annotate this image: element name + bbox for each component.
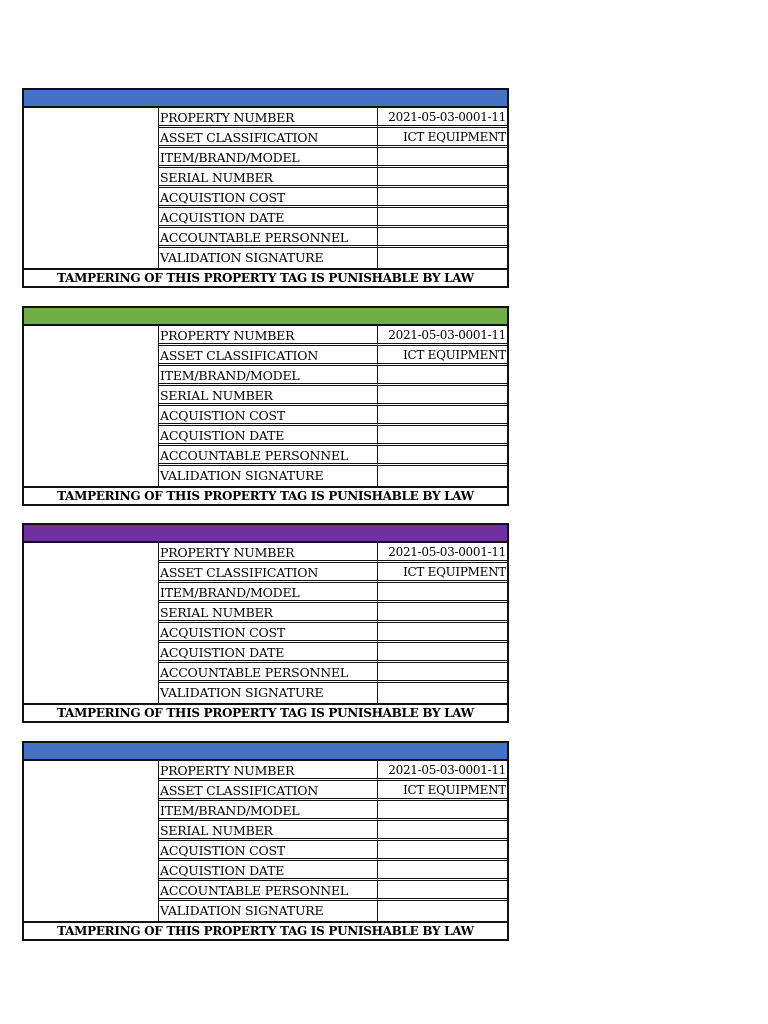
field-value: [378, 623, 507, 643]
field-label: ACQUISTION COST: [159, 188, 378, 208]
field-value: [378, 643, 507, 663]
tamper-warning: TAMPERING OF THIS PROPERTY TAG IS PUNISHABLE BY LAW: [22, 703, 509, 723]
field-label: VALIDATION SIGNATURE: [159, 248, 378, 268]
field-label: ACQUISTION COST: [159, 841, 378, 861]
field-label: SERIAL NUMBER: [159, 603, 378, 623]
field-label: VALIDATION SIGNATURE: [159, 901, 378, 921]
property-tag-2: [22, 306, 509, 506]
field-value: [378, 683, 507, 703]
field-value: [378, 821, 507, 841]
tamper-warning: TAMPERING OF THIS PROPERTY TAG IS PUNISHABLE BY LAW: [22, 486, 509, 506]
field-label: VALIDATION SIGNATURE: [159, 683, 378, 703]
tag-header-bar: [22, 88, 509, 108]
field-row-acquisition-date: [159, 208, 507, 228]
field-label: ACCOUNTABLE PERSONNEL: [159, 446, 378, 466]
field-label: ITEM/BRAND/MODEL: [159, 801, 378, 821]
field-row-property-number: [159, 761, 507, 781]
field-row-item-brand-model: [159, 148, 507, 168]
tag-header-bar: [22, 523, 509, 543]
photo-cell: [24, 326, 159, 486]
field-row-item-brand-model: [159, 366, 507, 386]
field-label: ACCOUNTABLE PERSONNEL: [159, 881, 378, 901]
field-value: [378, 208, 507, 228]
field-row-acquisition-date: [159, 426, 507, 446]
field-value: ICT EQUIPMENT: [378, 781, 507, 801]
tag-body: [22, 326, 509, 486]
field-value: ICT EQUIPMENT: [378, 563, 507, 583]
field-label: SERIAL NUMBER: [159, 386, 378, 406]
field-value: [378, 901, 507, 921]
field-row-accountable-personnel: [159, 663, 507, 683]
field-row-serial-number: [159, 603, 507, 623]
property-tag-1: [22, 88, 509, 288]
tag-fields: [159, 326, 507, 486]
field-value: [378, 406, 507, 426]
field-row-item-brand-model: [159, 583, 507, 603]
photo-cell: [24, 543, 159, 703]
field-row-asset-classification: [159, 563, 507, 583]
field-value: [378, 168, 507, 188]
field-label: SERIAL NUMBER: [159, 168, 378, 188]
field-label: ASSET CLASSIFICATION: [159, 563, 378, 583]
field-label: ASSET CLASSIFICATION: [159, 781, 378, 801]
tag-header-bar: [22, 306, 509, 326]
field-row-asset-classification: [159, 346, 507, 366]
property-tag-4: [22, 741, 509, 941]
field-row-acquisition-date: [159, 643, 507, 663]
tag-fields: [159, 543, 507, 703]
field-value: 2021-05-03-0001-11: [378, 543, 507, 563]
field-value: ICT EQUIPMENT: [378, 346, 507, 366]
field-row-item-brand-model: [159, 801, 507, 821]
field-value: 2021-05-03-0001-11: [378, 108, 507, 128]
field-row-accountable-personnel: [159, 228, 507, 248]
tag-body: [22, 543, 509, 703]
field-label: PROPERTY NUMBER: [159, 543, 378, 563]
field-row-serial-number: [159, 821, 507, 841]
field-row-property-number: [159, 326, 507, 346]
field-label: ITEM/BRAND/MODEL: [159, 583, 378, 603]
tag-body: [22, 108, 509, 268]
field-value: [378, 466, 507, 486]
field-label: ACCOUNTABLE PERSONNEL: [159, 228, 378, 248]
field-value: [378, 603, 507, 623]
field-value: ICT EQUIPMENT: [378, 128, 507, 148]
field-row-accountable-personnel: [159, 881, 507, 901]
field-row-acquisition-cost: [159, 623, 507, 643]
field-value: [378, 228, 507, 248]
field-value: [378, 366, 507, 386]
field-row-asset-classification: [159, 128, 507, 148]
field-row-acquisition-cost: [159, 841, 507, 861]
field-label: ITEM/BRAND/MODEL: [159, 366, 378, 386]
field-label: ACQUISTION COST: [159, 406, 378, 426]
field-row-property-number: [159, 543, 507, 563]
field-row-acquisition-date: [159, 861, 507, 881]
field-label: ACQUISTION DATE: [159, 426, 378, 446]
field-label: SERIAL NUMBER: [159, 821, 378, 841]
field-row-asset-classification: [159, 781, 507, 801]
tamper-warning: TAMPERING OF THIS PROPERTY TAG IS PUNISHABLE BY LAW: [22, 268, 509, 288]
field-value: [378, 663, 507, 683]
field-label: ASSET CLASSIFICATION: [159, 128, 378, 148]
field-value: 2021-05-03-0001-11: [378, 326, 507, 346]
field-label: ACQUISTION DATE: [159, 861, 378, 881]
field-label: PROPERTY NUMBER: [159, 761, 378, 781]
field-value: 2021-05-03-0001-11: [378, 761, 507, 781]
field-value: [378, 248, 507, 268]
tamper-warning: TAMPERING OF THIS PROPERTY TAG IS PUNISHABLE BY LAW: [22, 921, 509, 941]
field-value: [378, 861, 507, 881]
field-row-validation-signature: [159, 683, 507, 703]
photo-cell: [24, 761, 159, 921]
field-label: ACQUISTION COST: [159, 623, 378, 643]
property-tag-3: [22, 523, 509, 723]
field-row-accountable-personnel: [159, 446, 507, 466]
field-label: VALIDATION SIGNATURE: [159, 466, 378, 486]
field-value: [378, 426, 507, 446]
field-value: [378, 446, 507, 466]
field-value: [378, 148, 507, 168]
field-label: ACQUISTION DATE: [159, 643, 378, 663]
field-label: PROPERTY NUMBER: [159, 326, 378, 346]
field-row-serial-number: [159, 168, 507, 188]
field-row-acquisition-cost: [159, 406, 507, 426]
field-row-property-number: [159, 108, 507, 128]
field-label: ITEM/BRAND/MODEL: [159, 148, 378, 168]
field-row-serial-number: [159, 386, 507, 406]
field-label: ACCOUNTABLE PERSONNEL: [159, 663, 378, 683]
field-value: [378, 386, 507, 406]
field-value: [378, 188, 507, 208]
field-value: [378, 841, 507, 861]
tag-fields: [159, 108, 507, 268]
field-row-acquisition-cost: [159, 188, 507, 208]
photo-cell: [24, 108, 159, 268]
field-row-validation-signature: [159, 901, 507, 921]
field-row-validation-signature: [159, 248, 507, 268]
tag-body: [22, 761, 509, 921]
field-label: ASSET CLASSIFICATION: [159, 346, 378, 366]
field-label: PROPERTY NUMBER: [159, 108, 378, 128]
tag-fields: [159, 761, 507, 921]
field-label: ACQUISTION DATE: [159, 208, 378, 228]
field-value: [378, 881, 507, 901]
tag-header-bar: [22, 741, 509, 761]
field-value: [378, 801, 507, 821]
field-value: [378, 583, 507, 603]
field-row-validation-signature: [159, 466, 507, 486]
